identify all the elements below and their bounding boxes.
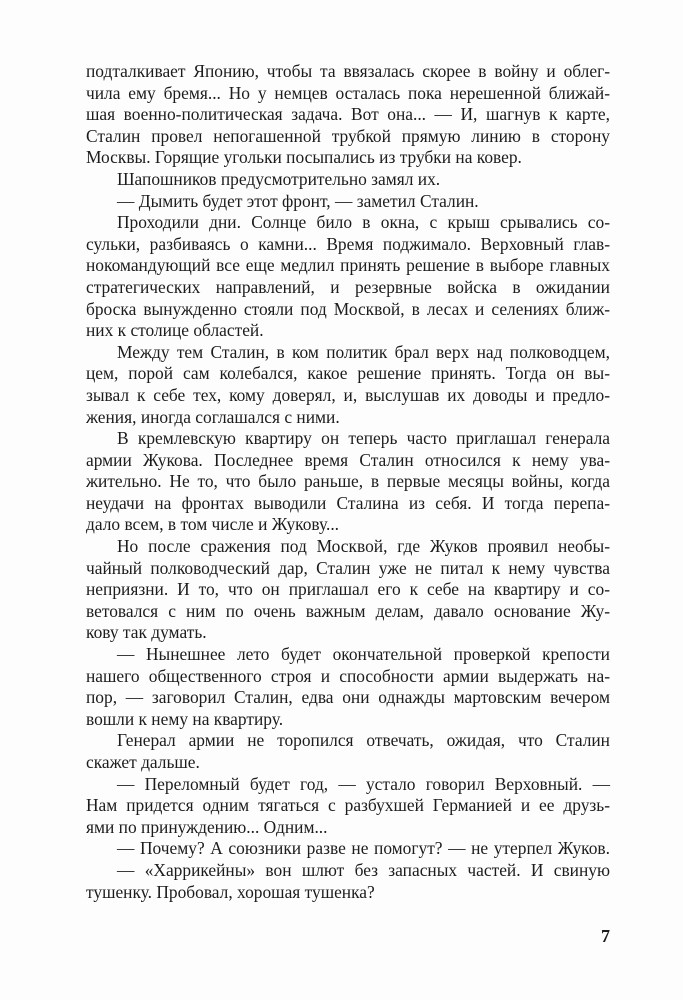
text-line: неудачи на фронтах выводили Сталина из себя. И тогда перепа- [86,492,610,513]
text-line: нокомандующий все еще медлил принять решение в выборе главных [86,255,610,276]
text-line: — Дымить будет этот фронт, — заметил Сталин. [117,190,479,211]
text-line: — Нынешнее лето будет окончательной проверкой крепости [117,644,610,665]
text-line: ями по принуждению... Одним... [86,816,328,837]
text-line: жительно. Не то, что было раньше, в первые месяцы войны, когда [86,471,610,492]
text-line: нашего общественного строя и способности армии выдержать на- [86,665,610,686]
page-number: 7 [601,926,610,946]
body-text [86,61,610,903]
text-line: чила ему бремя... Но у немцев осталась пока нерешенной ближай- [86,82,610,103]
text-line: Шапошников предусмотрительно замял их. [117,168,441,189]
text-line: вошли к нему на квартиру. [86,708,284,729]
text-line: Генерал армии не торопился отвечать, ожидая, что Сталин [117,730,610,751]
text-line: Проходили дни. Солнце било в окна, с крыш срывались со- [117,212,610,233]
text-line: шая военно-политическая задача. Вот она... — И, шагнув к карте, [86,104,610,125]
text-line: подталкивает Японию, чтобы та ввязалась скорее в войну и облег- [86,61,610,81]
text-line: жения, иногда соглашался с ними. [86,406,340,427]
text-line: — Почему? А союзники разве не помогут? — не утерпел Жуков. [117,838,610,859]
text-line: сульки, разбиваясь о камни... Время поджимало. Верховный глав- [86,233,610,254]
text-line: Но после сражения под Москвой, где Жуков проявил необы- [117,536,610,557]
text-line: них к столице областей. [86,320,264,341]
text-line: пор, — заговорил Сталин, едва они однажды мартовским вечером [86,687,610,708]
text-line: — Переломный будет год, — устало говорил Верховный. — [117,773,610,794]
text-line: дало всем, в том числе и Жукову... [86,514,340,535]
text-line: Нам придется одним тягаться с разбухшей Германией и ее друзь- [86,795,610,816]
text-line: кову так думать. [86,622,207,643]
text-line: тушенку. Пробовал, хорошая тушенка? [86,881,375,902]
text-line: ветовался с ним по очень важным делам, давало основание Жу- [86,600,610,621]
text-line: В кремлевскую квартиру он теперь часто приглашал генерала [117,428,610,449]
text-line: зывал к себе тех, кому доверял, и, выслушав их доводы и предло- [86,384,610,405]
text-line: неприязни. И то, что он приглашал его к себе на квартиру и со- [86,579,610,600]
text-line: армии Жукова. Последнее время Сталин относился к нему ува- [86,449,610,470]
text-line: стратегических направлений, и резервные войска в ожидании [86,276,610,297]
text-line: скажет дальше. [86,752,200,772]
text-line: Между тем Сталин, в ком политик брал верх над полководцем, [117,341,610,362]
text-line: Сталин провел непогашенной трубкой прямую линию в сторону [86,125,610,146]
text-line: броска вынужденно стояли под Москвой, в лесах и селениях ближ- [86,298,610,319]
text-line: чайный полководческий дар, Сталин уже не питал к нему чувства [86,557,610,578]
text-line: — «Харрикейны» вон шлют без запасных частей. И свиную [117,859,610,880]
text-line: Москвы. Горящие угольки посыпались из трубки на ковер. [86,147,522,168]
text-line: цем, порой сам колебался, какое решение принять. Тогда он вы- [86,363,610,384]
